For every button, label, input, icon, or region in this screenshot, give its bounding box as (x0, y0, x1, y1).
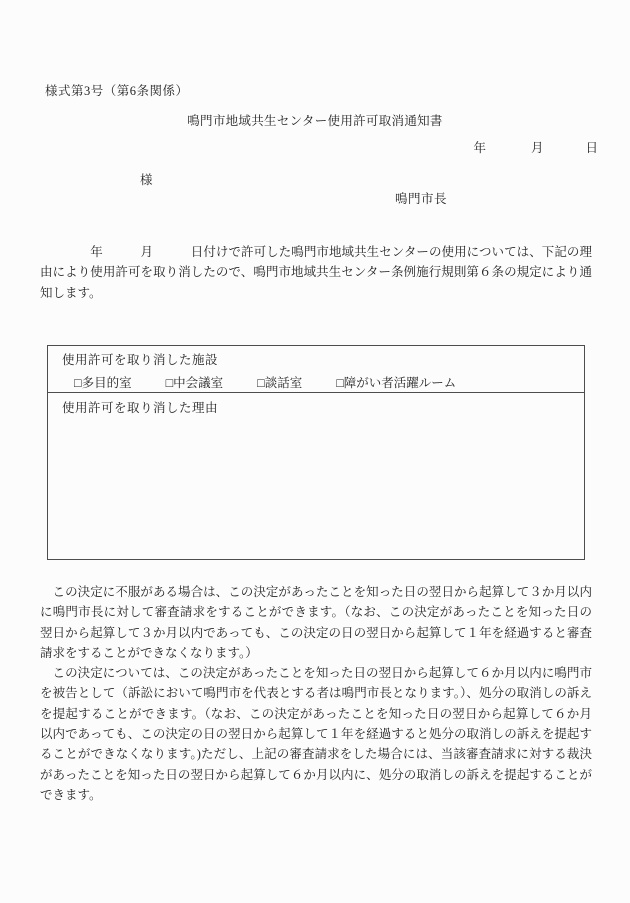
facility-label: 中会議室 (173, 376, 224, 390)
date-month-label: 月 (530, 141, 544, 155)
facility-item-medium-meeting-room (166, 373, 224, 394)
appeal-paragraph-lawsuit: この決定については、この決定があったことを知った日の翌日から起算して６か月以内に鳴門市を被告として（訴訟において鳴門市を代表とする者は鳴門市長となります。）、処分の取消しの訴えを提起することができます。（なお、この決定があったことを知った日の翌日から起算して６か月以内であっても、この決定の日の翌日から起算して１年を経過すると処分の取消しの訴えを提起することができなくなります。)ただし、上記の審査請求をした場合には、当該審査請求に対する裁決があったことを知った日の翌日から起算して６か月以内に、処分の取消しの訴えを提起することができます。 (40, 666, 592, 802)
facility-row (48, 346, 584, 393)
facility-label: 障がい者活躍ルーム (343, 376, 457, 390)
checkbox-icon: □ (74, 376, 82, 390)
facility-label: 多目的室 (81, 376, 132, 390)
reason-row-header: 使用許可を取り消した理由 (62, 401, 219, 415)
notice-body-paragraph: 年 月 日付けで許可した鳴門市地域共生センターの使用については、下記の理由により使用許可を取り消したので、鳴門市地域共生センター条例施行規則第６条の規定により通知します。 (40, 245, 592, 300)
facility-item-disability-activity-room (336, 373, 456, 394)
document-title: 鳴門市地域共生センター使用許可取消通知書 (187, 114, 443, 128)
date-line (473, 138, 598, 158)
reason-blank-area (62, 419, 576, 549)
issuer-signature: 鳴門市長 (395, 192, 448, 206)
addressee-honorific: 様 (140, 173, 153, 187)
appeal-paragraph-review-request: この決定に不服がある場合は、この決定があったことを知った日の翌日から起算して３か月以内に鳴門市長に対して審査請求をすることができます。（なお、この決定があったことを知った日の翌日から起算して３か月以内であっても、この決定の日の翌日から起算して１年を経過すると審査請求をすることができなくなります。） (40, 585, 592, 660)
cancellation-table (47, 345, 585, 560)
checkbox-icon: □ (165, 376, 174, 390)
appeal-rights-section (40, 582, 592, 805)
checkbox-icon: □ (257, 376, 265, 390)
facility-item-lounge-room (257, 373, 302, 394)
date-year-label: 年 (473, 141, 486, 155)
facility-checkbox-row (62, 373, 576, 394)
checkbox-icon: □ (336, 376, 344, 390)
facility-row-header: 使用許可を取り消した施設 (62, 353, 219, 367)
reason-row (48, 393, 584, 559)
facility-item-multipurpose-room (74, 373, 132, 394)
facility-label: 談話室 (264, 376, 303, 390)
form-number: 様式第3号（第6条関係） (45, 84, 189, 98)
date-day-label: 日 (585, 141, 598, 155)
